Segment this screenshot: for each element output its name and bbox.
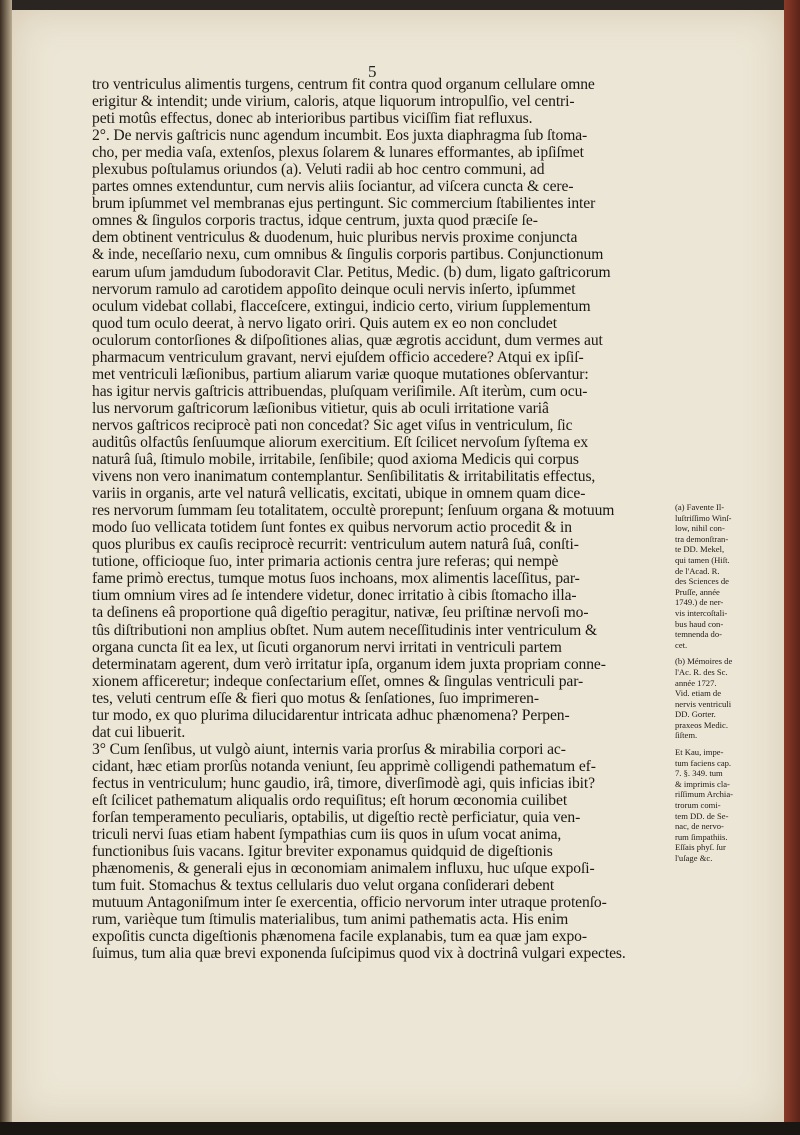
margin-note-line: low, nihil con- <box>675 523 725 534</box>
text-line: tes, veluti centrum eſſe & fieri quo motus & ſenſationes, ſuo imprimeren- <box>92 689 539 707</box>
text-line: naturâ ſuâ, ſtimulo mobile, irritabile, ſenſibile; quod axioma Medicis qui corpus <box>92 451 579 469</box>
text-line: has igitur nervis gaſtricis attribuendas, pluſquam veriſimile. Aſt iterùm, cum ocu- <box>92 382 588 400</box>
text-line: tûs diſtributioni non amplius obſtet. Num autem neceſſitudinis inter ventriculum & <box>92 621 598 639</box>
main-text-body <box>92 76 672 962</box>
margin-note-line: nervis ventriculi <box>675 698 732 709</box>
text-line: cidant, hæc etiam prorſùs notanda veniunt, ſeu apprimè colligendi pathematum ef- <box>92 757 596 775</box>
page-bottom-shadow <box>0 1122 800 1135</box>
text-line: quos pluribus ex cauſis reciprocè recurrit: ventriculum autem naturâ ſuâ, conſti- <box>92 536 579 554</box>
text-line: dem obtinent ventriculus & duodenum, huic pluribus nervis proxime conjuncta <box>92 229 578 247</box>
text-line: partes omnes extenduntur, cum nervis aliis ſociantur, ad viſcera cuncta & cere- <box>92 178 574 196</box>
margin-note-line: Eſſais phyſ. ſur <box>675 842 726 853</box>
margin-note-line: te DD. Mekel, <box>675 544 725 555</box>
margin-note-line: (a) Favente Il- <box>675 502 725 512</box>
book-page <box>12 10 784 1122</box>
text-line: organa cuncta ſit ea lex, ut ſicuti organorum nervi irritati in ventriculi partem <box>92 638 562 656</box>
margin-note-line: trorum comi- <box>675 800 721 811</box>
margin-note-line: & imprimis cla- <box>675 778 730 789</box>
text-line: met ventriculi læſionibus, partium aliarum variæ quoque mutationes obſervantur: <box>92 365 589 383</box>
text-line: fectus in ventriculum; hunc gaudio, irâ, timore, diverſimodè agi, quis inficias ibit? <box>92 774 595 792</box>
margin-note-line: tem DD. de Se- <box>675 810 729 821</box>
margin-note-line: praxeos Medic. <box>675 719 728 730</box>
text-line: 3° Cum ſenſibus, ut vulgò aiunt, internis varia prorſus & mirabilia corpori ac- <box>92 740 566 758</box>
margin-notes <box>675 502 793 870</box>
book-cover-edge <box>784 0 800 1135</box>
text-line: ta deſinens eâ proportione quâ digeſtio peragitur, nativæ, ſeu priſtinæ nervoſi mo- <box>92 604 589 622</box>
text-line: nervorum ramulo ad carotidem appoſito deinque oculi nervis inſerto, ipſummet <box>92 280 576 298</box>
text-line: brum ipſummet vel membranas ejus pertingunt. Sic commercium ſtabilientes inter <box>92 195 596 213</box>
text-line: cho, per media vaſa, extenſos, plexus ſolarem & lunares efformantes, ab ipſiſmet <box>92 144 584 162</box>
margin-note-line: Et Kau, impe- <box>675 747 724 758</box>
text-line: res nervorum ſummam ſeu totalitatem, occultè prorepunt; ſenſuum organa & motuum <box>92 502 615 520</box>
text-line: determinatam agerent, dum verò irritatur ipſa, organum idem juxta propriam conne- <box>92 655 606 673</box>
margin-note-line: tra demonſtran- <box>675 533 729 544</box>
text-line: eſt ſcilicet pathematum aliqualis ordo requiſitus; eſt horum œconomia cuilibet <box>92 791 568 809</box>
text-line: plexubus poſtulamus oriundos (a). Veluti radii ab hoc centro communi, ad <box>92 161 545 179</box>
text-line: vivens non vero inanimatum contemplantur. Senſibilitatis & irritabilitatis effectus, <box>92 468 596 486</box>
margin-note-line: nac, de nervo- <box>675 821 724 832</box>
text-line: nervos gaſtricos reciprocè pati non concedat? Sic aget viſus in ventriculum, ſic <box>92 416 573 434</box>
margin-note-line: des Sciences de <box>675 576 729 587</box>
text-line: tro ventriculus alimentis turgens, centrum fit contra quod organum cellulare omne <box>92 76 595 93</box>
text-line: rum, varièque tum ſtimulis materialibus, tum animi pathematis acta. His enim <box>92 911 569 929</box>
margin-note-line: 1749.) de ner- <box>675 597 724 608</box>
text-line: lus nervorum gaſtricorum læſionibus vitietur, quis ab oculi irritatione variâ <box>92 399 549 417</box>
text-line: tium omnium vires ad ſe intendere videtur, donec irritatio à cibis ſtomacho illa- <box>92 587 577 605</box>
text-line: pharmacum ventriculum gravant, nervi ejuſdem officio accedere? Atqui ex ipſiſ- <box>92 348 584 366</box>
margin-note-line: (b) Mémoires de <box>675 656 733 667</box>
text-line: tutione, officioque ſuo, inter primaria actionis centra jure referas; qui nempè <box>92 553 559 571</box>
text-line: quod tum oculo deerat, à nervo ligato oriri. Quis autem ex eo non concludet <box>92 314 557 332</box>
margin-note <box>675 747 793 864</box>
margin-note-line: 7. §. 349. tum <box>675 768 723 779</box>
margin-note-line: vis intercoſtali- <box>675 607 728 618</box>
text-line: peti motûs effectus, donec ab interioribus partibus viciſſim fiat refluxus. <box>92 110 533 128</box>
text-line: mutuum Antagoniſmum inter ſe exercentia, officio nervorum inter utraque protenſo- <box>92 894 607 912</box>
text-line: variis in organis, arte vel naturâ vellicatis, excitati, ubique in omnem quam dice- <box>92 485 586 503</box>
margin-note-line: bus haud con- <box>675 618 724 629</box>
text-line: 2°. De nervis gaſtricis nunc agendum incumbit. Eos juxta diaphragma ſub ſtoma- <box>92 127 588 145</box>
margin-note-line: cet. <box>675 639 688 650</box>
text-line: ſuimus, tum alia quæ brevi exponenda ſuſcipimus quod vix à doctrinâ vulgari expectes. <box>92 945 626 963</box>
text-line: dat cui libuerit. <box>92 723 186 741</box>
margin-note-line: luſtriſſimo Winſ- <box>675 512 732 523</box>
text-line: xionem afficeretur; indeque conſectarium eſſet, omnes & ſingulas ventriculi par- <box>92 672 584 690</box>
margin-note-line: ſiſtem. <box>675 730 698 741</box>
binding-edge-left <box>0 0 12 1135</box>
margin-note-line: DD. Gorter. <box>675 709 716 720</box>
text-line: & inde, neceſſario nexu, cum omnibus & ſingulis corporis partibus. Conjunctionum <box>92 246 604 264</box>
margin-note-line: temnenda do- <box>675 629 723 640</box>
text-line: functionibus ſuis vacans. Igitur breviter exponamus quidquid de digeſtionis <box>92 843 553 861</box>
text-line: auditûs olfactûs ſenſuumque aliorum exercitium. Eſt ſcilicet nervoſum ſyſtema ex <box>92 433 589 451</box>
text-line: erigitur & intendit; unde virium, caloris, atque liquorum intropulſio, vel centri- <box>92 93 575 111</box>
margin-note-line: riſſimum Archia- <box>675 789 733 800</box>
margin-note-line: tum faciens cap. <box>675 757 732 768</box>
margin-note-line: l'Ac. R. des Sc. <box>675 666 728 677</box>
margin-note-line: de l'Acad. R. <box>675 565 720 576</box>
text-line: oculorum contorſiones & diſpoſitiones alias, quæ ægrotis accidunt, dum vermes aut <box>92 331 603 349</box>
text-line: oculum videbat collabi, flacceſcere, extingui, indicio certo, virium ſupplementum <box>92 297 591 315</box>
text-line: triculi nervi ſuas etiam habent ſympathias cum iis quos in uſum vocat anima, <box>92 826 562 844</box>
margin-note-line: Pruſſe, année <box>675 586 720 597</box>
text-line: tur modo, ex quo plurima dilucidarentur intricata adhuc phænomena? Perpen- <box>92 706 570 724</box>
margin-note <box>675 656 793 741</box>
margin-note-line: l'uſage &c. <box>675 853 713 863</box>
text-line: omnes & ſingulos corporis tractus, idque centrum, juxta quod præciſe ſe- <box>92 212 538 230</box>
margin-note-line: année 1727. <box>675 677 717 688</box>
text-line: earum uſum jamdudum ſubodoravit Clar. Petitus, Medic. (b) dum, ligato gaſtricorum <box>92 263 611 281</box>
text-line: tum fuit. Stomachus & textus cellularis duo velut organa conſiderari debent <box>92 877 555 895</box>
margin-note-line: Vid. etiam de <box>675 688 722 699</box>
text-line: expoſitis cuncta digeſtionis phænomena facile explanabis, tum ea quæ jam expo- <box>92 928 587 946</box>
margin-note <box>675 502 793 650</box>
page-number: 5 <box>368 62 377 81</box>
text-line: forſan temperamento peculiaris, optabilis, ut digeſtio rectè perficiatur, quia ven- <box>92 809 581 827</box>
text-line: phænomenis, & generali ejus in œconomiam animalem influxu, huc uſque expoſi- <box>92 860 595 878</box>
margin-note-line: rum ſimpathiis. <box>675 831 728 842</box>
margin-note-line: qui tamen (Hiſt. <box>675 554 730 565</box>
text-line: modo ſuo vellicata totidem ſunt fontes ex quibus nervorum actio procedit & in <box>92 519 572 537</box>
text-line: fame primò erectus, tumque motus ſuos inchoans, mox alimentis laceſſitus, par- <box>92 570 580 588</box>
